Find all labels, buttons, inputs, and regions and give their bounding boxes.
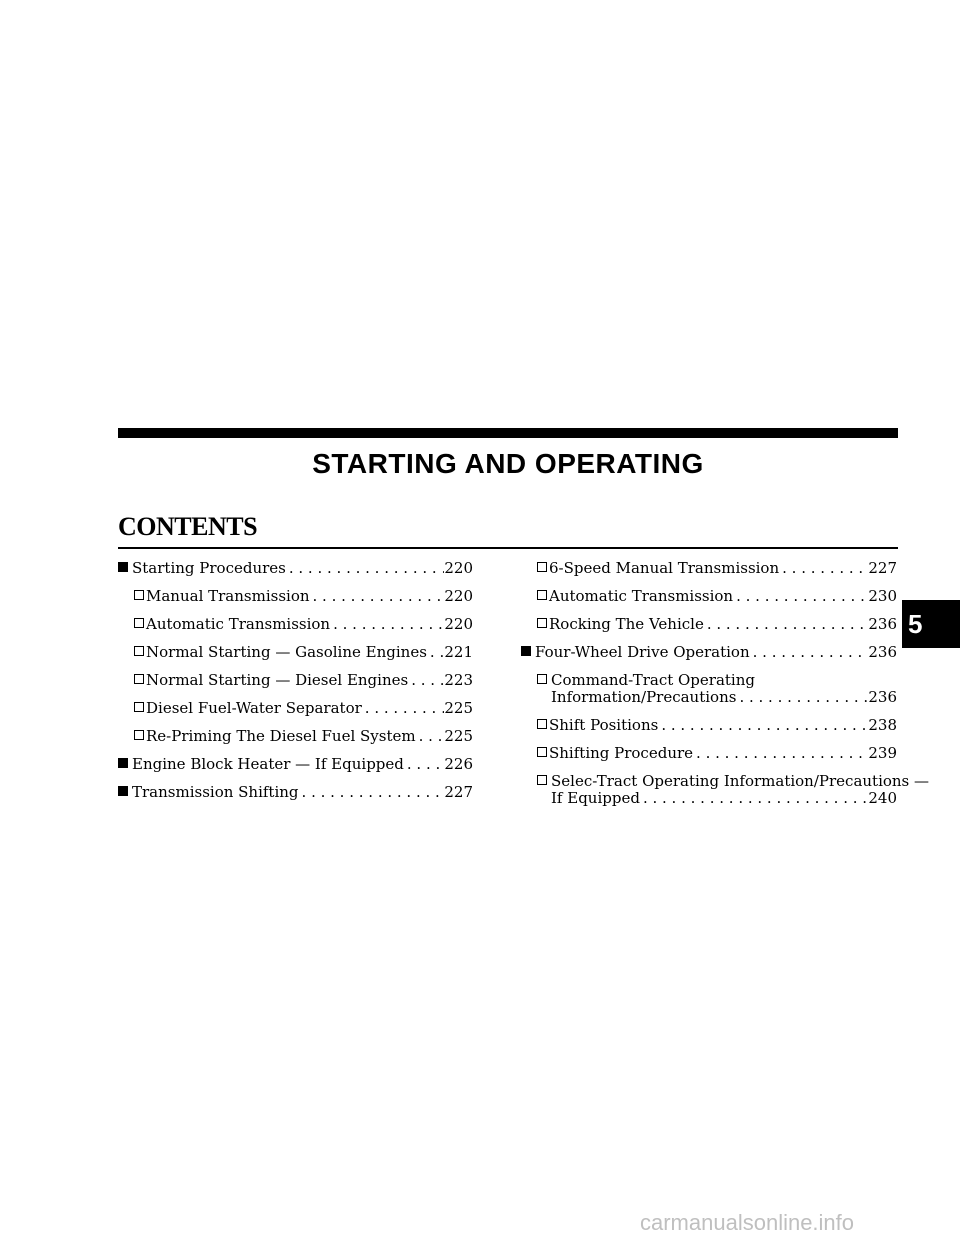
toc-entry[interactable] [118, 728, 473, 745]
toc-entry[interactable] [537, 588, 897, 605]
toc-entry-label-continued: If Equipped [551, 789, 640, 807]
toc-entry-page: 225 [444, 727, 473, 745]
hollow-square-bullet-icon [537, 717, 549, 734]
dot-leader [299, 784, 445, 801]
contents-heading: CONTENTS [118, 512, 258, 541]
dot-leader [693, 745, 868, 762]
toc-entry-page: 239 [868, 744, 897, 762]
toc-entry-page: 223 [444, 671, 473, 689]
toc-entry-page: 240 [868, 789, 897, 807]
toc-entry-page: 226 [444, 755, 473, 773]
toc-entry[interactable] [521, 644, 897, 661]
toc-entry-label: Shift Positions [549, 716, 659, 734]
hollow-square-bullet-icon [537, 773, 551, 790]
hollow-square-bullet-icon [134, 588, 146, 605]
dot-leader [427, 644, 444, 661]
toc-entry-label: Automatic Transmission [549, 587, 734, 605]
hollow-square-bullet-icon [537, 588, 549, 605]
toc-entry[interactable] [537, 560, 897, 577]
dot-leader [733, 588, 868, 605]
toc-entry[interactable] [118, 560, 473, 577]
dot-leader [658, 717, 868, 734]
toc-entry-label: Transmission Shifting [132, 783, 299, 801]
toc-entry[interactable] [537, 717, 897, 734]
dot-leader [640, 790, 868, 807]
toc-entry-label: Command-Tract Operating [551, 671, 755, 689]
toc-entry[interactable] [118, 700, 473, 717]
square-bullet-icon [521, 644, 535, 661]
toc-entry[interactable] [118, 588, 473, 605]
chapter-tab: 5 [902, 600, 960, 648]
toc-entry[interactable] [118, 644, 473, 661]
hollow-square-bullet-icon [134, 644, 146, 661]
dot-leader [404, 756, 444, 773]
toc-entry-label: 6-Speed Manual Transmission [549, 559, 780, 577]
toc-entry-page: 225 [444, 699, 473, 717]
dot-leader [704, 616, 869, 633]
toc-entry-label-continued: Information/Precautions [551, 688, 737, 706]
dot-leader [362, 700, 445, 717]
dot-leader [750, 644, 869, 661]
hollow-square-bullet-icon [537, 745, 549, 762]
toc-entry[interactable] [118, 672, 473, 689]
chapter-title: STARTING AND OPERATING [312, 448, 704, 479]
toc-entry[interactable] [118, 784, 473, 801]
hollow-square-bullet-icon [134, 672, 146, 689]
square-bullet-icon [118, 756, 132, 773]
square-bullet-icon [118, 784, 132, 801]
toc-entry-label: Manual Transmission [146, 587, 310, 605]
dot-leader [330, 616, 444, 633]
toc-entry-label: Shifting Procedure [549, 744, 694, 762]
toc-entry[interactable] [537, 616, 897, 633]
dot-leader [310, 588, 445, 605]
toc-entry[interactable] [537, 745, 897, 762]
watermark: carmanualsonline.info [640, 1210, 855, 1235]
toc-entry-page: 230 [868, 587, 897, 605]
hollow-square-bullet-icon [134, 616, 146, 633]
toc-entry-page: 220 [444, 559, 473, 577]
dot-leader [286, 560, 445, 577]
toc-entry-page: 236 [868, 615, 897, 633]
toc-entry-page: 238 [868, 716, 897, 734]
toc-left-column [118, 560, 473, 812]
hollow-square-bullet-icon [537, 616, 549, 633]
toc-entry-label: Rocking The Vehicle [549, 615, 704, 633]
toc-entry-label: Re-Priming The Diesel Fuel System [146, 727, 416, 745]
toc-entry-page: 236 [868, 643, 897, 661]
hollow-square-bullet-icon [537, 672, 551, 689]
toc-entry[interactable] [537, 772, 930, 807]
toc-entry[interactable] [118, 616, 473, 633]
toc-entry-label: Normal Starting — Diesel Engines [146, 671, 409, 689]
toc-entry-label: Starting Procedures [132, 559, 286, 577]
toc-entry-label: Diesel Fuel-Water Separator [146, 699, 362, 717]
toc-entry-label: Engine Block Heater — If Equipped [132, 755, 404, 773]
toc-entry-page: 227 [444, 783, 473, 801]
contents-rule [118, 547, 898, 549]
hollow-square-bullet-icon [537, 560, 549, 577]
toc-entry-page: 236 [868, 688, 897, 706]
top-rule [118, 428, 898, 438]
toc-entry[interactable] [537, 672, 897, 706]
dot-leader [408, 672, 444, 689]
toc-entry-label: Four-Wheel Drive Operation [535, 643, 750, 661]
square-bullet-icon [118, 560, 132, 577]
toc-entry-label: Selec-Tract Operating Information/Precautions — [551, 772, 930, 790]
dot-leader [779, 560, 868, 577]
hollow-square-bullet-icon [134, 728, 146, 745]
dot-leader [736, 689, 868, 706]
toc-entry-label: Normal Starting — Gasoline Engines [146, 643, 427, 661]
toc-entry-page: 227 [868, 559, 897, 577]
toc-entry-page: 220 [444, 615, 473, 633]
toc-entry-page: 221 [444, 643, 473, 661]
toc-entry-page: 220 [444, 587, 473, 605]
toc-entry[interactable] [118, 756, 473, 773]
toc-right-column [535, 559, 930, 818]
hollow-square-bullet-icon [134, 700, 146, 717]
toc-entry-label: Automatic Transmission [146, 615, 331, 633]
dot-leader [416, 728, 445, 745]
